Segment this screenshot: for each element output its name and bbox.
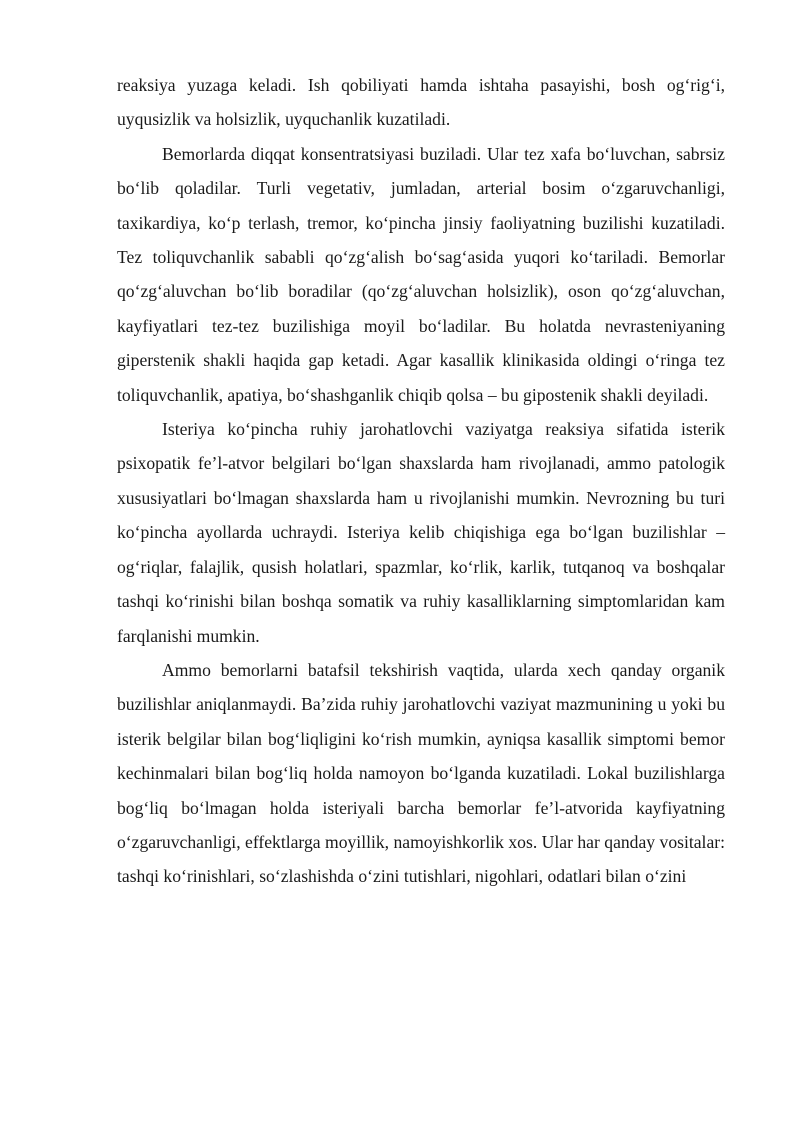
paragraph-isteriya: Isteriya ko‘pincha ruhiy jarohatlovchi vaziyatga reaksiya sifatida isterik psixopatik fe’l-atvor belgilari bo‘lgan shaxslarda ham rivojlanadi, ammo patologik xususiyatlari bo‘lmagan shaxslarda ham u rivojlanishi mumkin. Nevrozning bu turi ko‘pincha ayollarda uchraydi. Isteriya kelib chiqishiga ega bo‘lgan buzilishlar – og‘riqlar, falajlik, qusish holatlari, spazmlar, ko‘rlik, karlik, tutqanoq va boshqalar tashqi ko‘rinishi bilan boshqa somatik va ruhiy kasalliklarning simptomlaridan kam farqlanishi mumkin. [117,419,725,646]
paragraph-nevrasteniya-symptoms: Bemorlarda diqqat konsentratsiyasi buziladi. Ular tez xafa bo‘luvchan, sabrsiz bo‘lib qoladilar. Turli vegetativ, jumladan, arterial bosim o‘zgaruvchanligi, taxikardiya, ko‘p terlash, tremor, ko‘pincha jinsiy faoliyatning buzilishi kuzatiladi. Tez toliquvchanlik sababli qo‘zg‘alish bo‘sag‘asida yuqori ko‘tariladi. Bemorlar qo‘zg‘aluvchan bo‘lib boradilar (qo‘zg‘aluvchan holsizlik), oson qo‘zg‘aluvchan, kayfiyatlari tez-tez buzilishiga moyil bo‘ladilar. Bu holatda nevrasteniyaning giperstenik shakli haqida gap ketadi. Agar kasallik klinikasida oldingi o‘ringa tez toliquvchanlik, apatiya, bo‘shashganlik chiqib qolsa – bu gipostenik shakli deyiladi. [117,143,725,405]
paragraph-continuation: reaksiya yuzaga keladi. Ish qobiliyati hamda ishtaha pasayishi, bosh og‘rig‘i, uyqusizlik va holsizlik, uyquchanlik kuzatiladi. [117,75,725,130]
paragraph-examination: Ammo bemorlarni batafsil tekshirish vaqtida, ularda xech qanday organik buzilishlar aniqlanmaydi. Ba’zida ruhiy jarohatlovchi vaziyat mazmunining u yoki bu isterik belgilar bilan bog‘liqligini ko‘rish mumkin, ayniqsa kasallik simptomi bemor kechinmalari bilan bog‘liq holda namoyon bo‘lganda kuzatiladi. Lokal buzilishlarga bog‘liq bo‘lmagan holda isteriyali barcha bemorlar fe’l-atvorida kayfiyatning o‘zgaruvchanligi, effektlarga moyillik, namoyishkorlik xos. Ular har qanday vositalar: tashqi ko‘rinishlari, so‘zlashishda o‘zini tutishlari, nigohlari, odatlari bilan o‘zini [117,659,725,887]
document-page [117,68,725,894]
